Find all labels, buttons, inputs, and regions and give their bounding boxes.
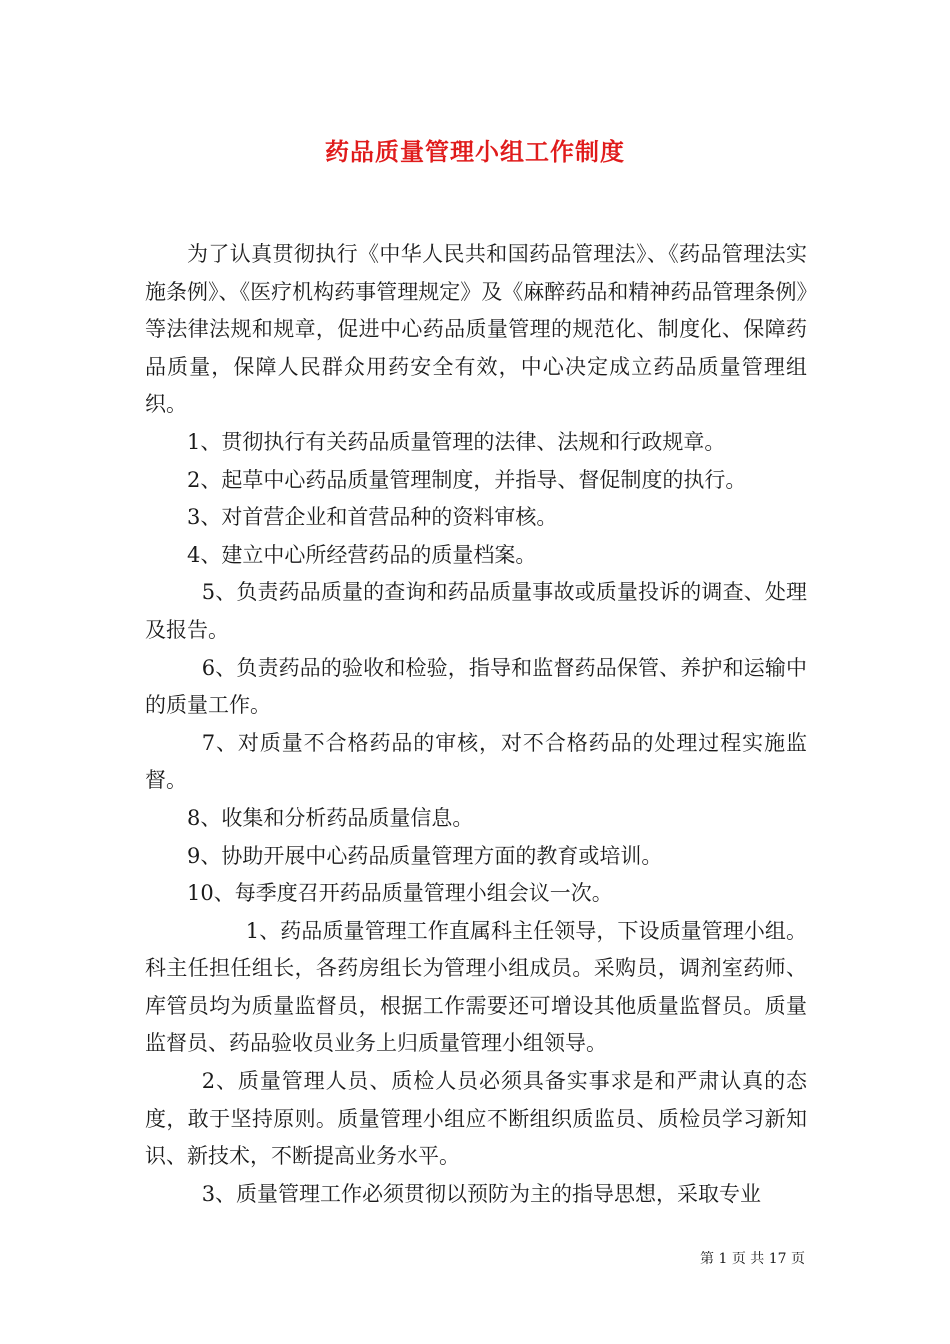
duty-item-8: 8、收集和分析药品质量信息。: [187, 805, 474, 830]
duty-item-6: 6、负责药品的验收和检验，指导和监督药品保管、养护和运输中的质量工作。: [145, 655, 807, 718]
document-body: [145, 236, 807, 1213]
duty-item-10: 10、每季度召开药品质量管理小组会议一次。: [187, 881, 613, 906]
intro-paragraph: 为了认真贯彻执行《中华人民共和国药品管理法》、《药品管理法实施条例》、《医疗机构药事管理规定》及《麻醉药品和精神药品管理条例》等法律法规和规章，促进中心药品质量管理的规范化、制度化、保障药品质量，保障人民群众用药安全有效，中心决定成立药品质量管理组织。: [145, 242, 807, 417]
duty-item-1: 1、贯彻执行有关药品质量管理的法律、法规和行政规章。: [187, 429, 726, 454]
duty-item-5: 5、负责药品质量的查询和药品质量事故或质量投诉的调查、处理及报告。: [145, 580, 807, 642]
duty-item-2: 2、起草中心药品质量管理制度，并指导、督促制度的执行。: [187, 467, 747, 492]
rule-item-1: 1、药品质量管理工作直属科主任领导，下设质量管理小组。科主任担任组长，各药房组长为管理小组成员。采购员，调剂室药师、库管员均为质量监督员，根据工作需要还可增设其他质量监督员。质量监督员、药品验收员业务上归质量管理小组领导。: [145, 918, 807, 1056]
duty-item-7: 7、对质量不合格药品的审核，对不合格药品的处理过程实施监督。: [145, 730, 807, 793]
document-title: 药品质量管理小组工作制度: [325, 138, 625, 166]
duty-item-4: 4、建立中心所经营药品的质量档案。: [187, 542, 537, 567]
rule-item-2: 2、质量管理人员、质检人员必须具备实事求是和严肃认真的态度，敢于坚持原则。质量管理小组应不断组织质监员、质检员学习新知识、新技术，不断提高业务水平。: [145, 1069, 807, 1169]
duty-item-9: 9、协助开展中心药品质量管理方面的教育或培训。: [187, 843, 663, 868]
duty-item-3: 3、对首营企业和首营品种的资料审核。: [187, 505, 558, 530]
rule-item-3: 3、质量管理工作必须贯彻以预防为主的指导思想，采取专业: [201, 1181, 762, 1206]
page-number: 第 1 页 共 17 页: [700, 1251, 805, 1267]
